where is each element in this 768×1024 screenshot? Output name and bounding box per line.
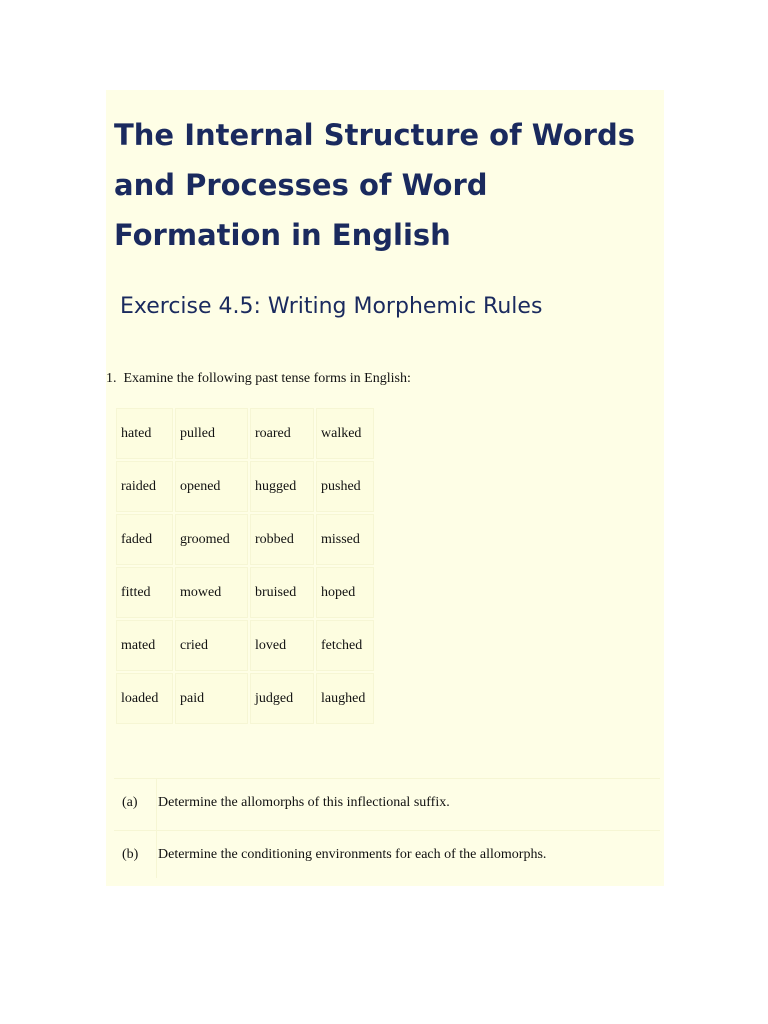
table-cell: loved: [250, 620, 314, 671]
table-cell: pulled: [175, 408, 248, 459]
table-cell: groomed: [175, 514, 248, 565]
table-row: [116, 567, 374, 618]
table-cell: hoped: [316, 567, 374, 618]
subquestion-text: Determine the allomorphs of this inflectional suffix.: [158, 795, 450, 810]
subquestion-b: [114, 830, 660, 879]
table-row: [116, 673, 374, 724]
question-number: 1.: [106, 371, 117, 386]
table-cell: paid: [175, 673, 248, 724]
subquestion-letter: (a): [122, 795, 138, 810]
table-cell: opened: [175, 461, 248, 512]
table-cell: raided: [116, 461, 173, 512]
question-1: [106, 370, 411, 388]
table-cell: cried: [175, 620, 248, 671]
table-cell: loaded: [116, 673, 173, 724]
table-cell: mowed: [175, 567, 248, 618]
table-row: [116, 620, 374, 671]
table-cell: faded: [116, 514, 173, 565]
table-cell: fetched: [316, 620, 374, 671]
table-cell: laughed: [316, 673, 374, 724]
subquestion-text: Determine the conditioning environments for each of the allomorphs.: [158, 847, 547, 862]
table-cell: roared: [250, 408, 314, 459]
past-tense-table: [114, 406, 376, 726]
table-cell: fitted: [116, 567, 173, 618]
table-cell: walked: [316, 408, 374, 459]
question-text: Examine the following past tense forms in English:: [123, 371, 411, 386]
table-cell: hugged: [250, 461, 314, 512]
table-cell: mated: [116, 620, 173, 671]
table-row: [116, 408, 374, 459]
document-page: [106, 90, 664, 886]
exercise-heading: Exercise 4.5: Writing Morphemic Rules: [120, 294, 543, 319]
table-row: [116, 514, 374, 565]
table-cell: missed: [316, 514, 374, 565]
subquestion-a: [114, 778, 660, 827]
table-cell: bruised: [250, 567, 314, 618]
table-cell: hated: [116, 408, 173, 459]
table-row: [116, 461, 374, 512]
page-title: The Internal Structure of Words and Processes of Word Formation in English: [114, 118, 636, 252]
table-cell: judged: [250, 673, 314, 724]
table-cell: robbed: [250, 514, 314, 565]
subquestion-letter: (b): [122, 847, 139, 862]
table-cell: pushed: [316, 461, 374, 512]
